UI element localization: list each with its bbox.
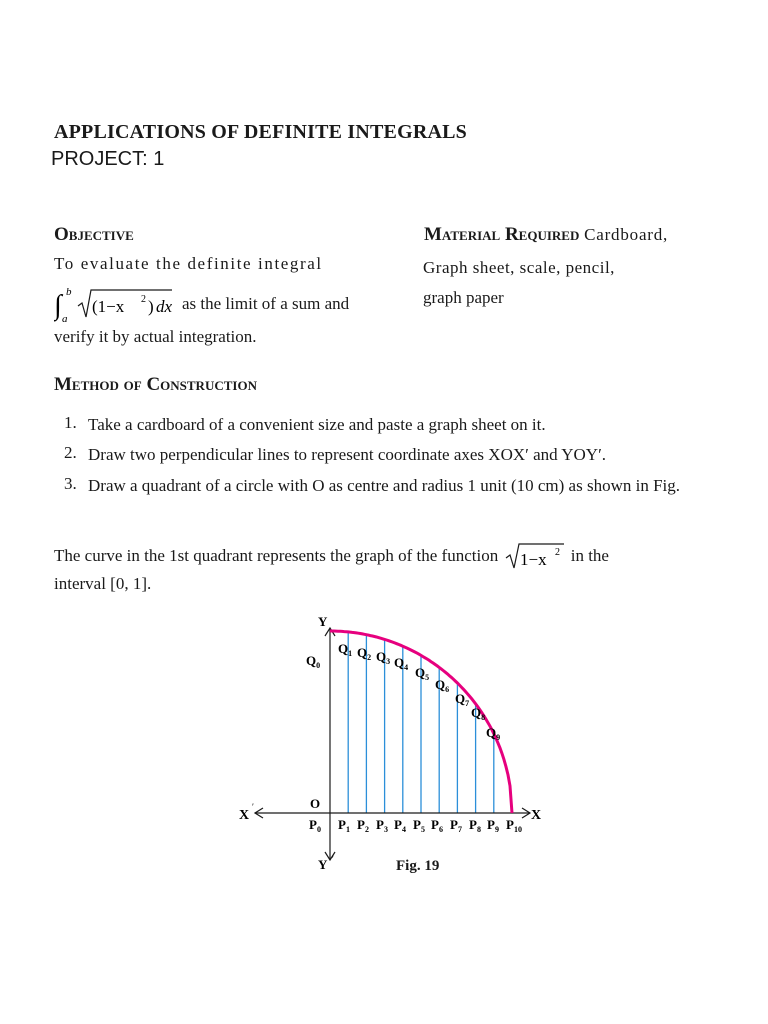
- integrand-dx: dx: [156, 297, 173, 316]
- step-number: 3.: [64, 474, 77, 493]
- x-prime-mark: ′: [252, 802, 254, 812]
- objective-line-2-rest: as the limit of a sum and: [182, 294, 350, 313]
- objective-line-1: To evaluate the definite integral: [54, 254, 323, 273]
- page-title: APPLICATIONS OF DEFINITE INTEGRALS: [54, 121, 467, 143]
- function-text: 1−x: [520, 550, 548, 569]
- q-point-label: $Q_3$: [376, 649, 391, 666]
- material-heading-text: Material Required: [424, 224, 580, 245]
- integrand-close: ): [148, 297, 154, 316]
- sqrt-function-expression: [502, 540, 566, 572]
- p-point-label: $P_2$: [357, 817, 369, 834]
- p-point-label: $P_5$: [413, 817, 425, 834]
- p-point-labels: [309, 817, 522, 834]
- y-prime-mark: ′: [332, 854, 334, 864]
- objective-line-3: verify it by actual integration.: [54, 327, 257, 346]
- q-point-labels: [306, 641, 500, 742]
- q-point-label: $Q_6$: [435, 677, 450, 694]
- function-power: 2: [555, 547, 561, 558]
- q-point-label: $Q_7$: [455, 691, 470, 708]
- q-point-label: $Q_2$: [357, 645, 372, 662]
- material-line-1: Cardboard,: [584, 225, 669, 244]
- integrand-text: (1−x: [92, 297, 125, 316]
- p-point-label: $P_0$: [309, 817, 321, 834]
- q-point-label: $Q_5$: [415, 665, 430, 682]
- method-heading: Method of Construction: [54, 374, 257, 395]
- q-point-label: $Q_0$: [306, 653, 321, 670]
- x-prime-axis-label: X: [239, 808, 250, 823]
- x-prime-axis-arrow-icon: [255, 808, 263, 818]
- y-axis-arrow-icon: [325, 628, 335, 636]
- p-point-label: $P_9$: [487, 817, 499, 834]
- material-line-3: graph paper: [423, 288, 504, 307]
- y-prime-axis-arrow-icon: [325, 852, 335, 860]
- p-point-label: $P_7$: [450, 817, 462, 834]
- quadrant-curve: [330, 631, 512, 813]
- objective-integral-line: [54, 284, 349, 324]
- p-point-label: $P_{10}$: [506, 817, 522, 834]
- objective-heading: Objective: [54, 224, 134, 245]
- y-prime-axis-label: Y: [318, 857, 328, 872]
- x-axis-arrow-icon: [522, 808, 530, 818]
- step-number: 2.: [64, 443, 77, 462]
- p-point-label: $P_1$: [338, 817, 350, 834]
- curve-description-line-1: [54, 540, 609, 572]
- project-label: PROJECT: 1: [51, 148, 165, 170]
- step-text: Draw a quadrant of a circle with O as centre and radius 1 unit (10 cm) as shown in Fig.: [88, 476, 680, 495]
- p-point-label: $P_3$: [376, 817, 388, 834]
- riemann-strips: [348, 632, 494, 813]
- y-axis-label: Y: [318, 614, 328, 629]
- q-point-label: $Q_8$: [471, 705, 486, 722]
- p-point-label: $P_4$: [394, 817, 406, 834]
- step-text: Draw two perpendicular lines to represent coordinate axes XOX′ and YOY′.: [88, 445, 607, 464]
- x-axis-label: X: [531, 808, 542, 823]
- q-point-label: $Q_9$: [486, 725, 501, 742]
- material-line-2: Graph sheet, scale, pencil,: [423, 258, 615, 277]
- q-point-label: $Q_4$: [394, 655, 409, 672]
- curve-text-after: in the: [570, 546, 609, 565]
- figure-caption: Fig. 19: [396, 858, 440, 874]
- q-point-label: $Q_1$: [338, 641, 353, 658]
- material-heading: [424, 224, 668, 246]
- p-point-label: $P_8$: [469, 817, 481, 834]
- curve-text-before: The curve in the 1st quadrant represents the graph of the function: [54, 546, 499, 565]
- p-point-label: $P_6$: [431, 817, 443, 834]
- step-number: 1.: [64, 413, 77, 432]
- curve-description-line-2: interval [0, 1].: [54, 574, 152, 593]
- step-text: Take a cardboard of a convenient size and paste a graph sheet on it.: [88, 415, 546, 434]
- integrand-power: 2: [141, 294, 146, 305]
- definite-integral-expression: [54, 284, 178, 324]
- integral-sign-icon: ∫: [54, 290, 62, 321]
- integral-upper-limit: b: [66, 286, 72, 298]
- integral-lower-limit: a: [62, 313, 68, 324]
- origin-label: O: [310, 796, 321, 811]
